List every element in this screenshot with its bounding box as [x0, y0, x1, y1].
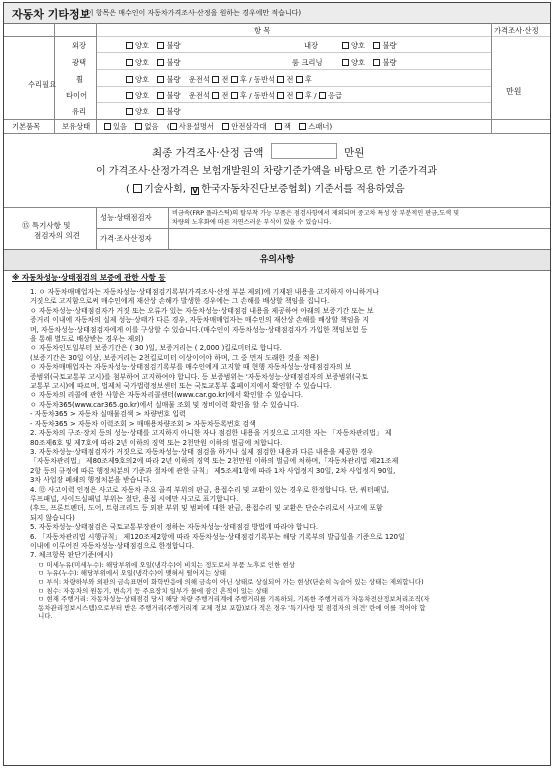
- notice-line: ㅇ 자동차의 리콜에 관한 사항은 자동차리콜센터(www.car.go.kr)에서 확인할 수 있습니다.: [30, 391, 304, 400]
- price-inspector-label: 가격·조사산정자: [100, 234, 152, 243]
- notice-line: 거짓으로 고지함으로써 매수인에게 재산상 손해가 발생한 경우에는 그 손해를 배상할 책임을 집니다.: [30, 297, 330, 306]
- final-price-label: 최종 가격조사·산정 금액: [152, 147, 264, 159]
- notice-body: [30, 288, 548, 621]
- gloss-good-checkbox[interactable]: [126, 59, 133, 66]
- manual-checkbox[interactable]: [170, 123, 177, 130]
- criteria-item: 동차관리정보시스템)으로부터 받은 주행거리(주행거리계 교체 정보 포함)보다 적은 경우 '특기사항 및 점검자의 의견' 란에 이를 적어야 합: [38, 603, 426, 612]
- tire-driver-front-checkbox[interactable]: [212, 92, 219, 99]
- notice-line: 「자동차관리법」 제80조제9호의2에 따라 2년 이하의 징역 또는 2천만원 이하의 벌금에 처하며,「자동차관리법 제21조제: [30, 457, 399, 466]
- notice-title: 유의사항: [4, 249, 550, 271]
- possession-label: 보유상태: [62, 122, 91, 131]
- divider: [96, 69, 491, 70]
- vehicle-other-info-form: 자동차 기타정보 (이 항목은 매수인이 자동차가격조사·산정을 원하는 경우에만 적습니다) 항 목 가격조사·산정 수리필요 만원 외장 양호 불량 내장 양호 불량 광택 양호 불량 룸 크리닝 양호 불량 휠 양호 불량 운전석 전 후 / 동반석 전 후 타이어 양호 불량 운전석 전 후 / 동반석 전 후 / 응급 유리 양호 불량 기본품목 보유상태 있음 없음 ( 사용설명서 안전삼각대 잭 스패너) 최종 가격조사·산정 금액 만원 이 가격조사·산정가격은 보험개발원의 차량기준가액을 바탕으로 한 기준가격과 ( 기술사회, V 한국자동차진단보증협회) 기준서를 적용하였음 ⑮ 특기사항 및 점검자의 의견 성능·상태점검자 비금속(FRP 플라스틱)의 탈부착 가능 부품은 점검사항에서 제외되며 중고차 특성 상 부분적인 판금,도색 및 차량의 노후화에 따른 자연스러운 부식이 있을 수 있습니다. 가격·조사산정자 유의사항 ※ 자동차성능·상태점검의 보증에 관한 사항 등 1. ㅇ 자동차매매업자는 자동차성능·상태점검기록부(가격조사·산정 부분 제외)에 기재된 내용을 고지하지 아니하거나 거짓으로 고지함으로써 매수인에게 재산상 손해가 발생한 경우에는 그 손해를 배상할 책임을 집니다. ㅇ 자동차성능·상태점검자가 거짓 또는 오류가 있는 자동차성능·상태점검 내용을 제공하여 아래의 보증기간 또는 보 증거리 이내에 자동차의 실제 성능·상태가 다른 경우, 자동차매매업자는 매수인의 재산상 손해를 배상할 책임을 지 며, 자동차성능·상태점검자에게 이를 구상할 수 있습니다.(매수인이 자동차성능·상태점검자가 가입한 책임보험 등 을 통해 별도로 배상받는 경우는 제외) ㅇ 자동차인도일부터 보증기간은 ( 30 )일, 보증거리는 ( 2,000 )킬로미터로 합니다. (보증기간은 30일 이상, 보증거리는 2천킬로미터 이상이어야 하며, 그 중 먼저 도래한 것을 적용) ㅇ 자동차매매업자는 자동차성능·상태점검기록부를 매수인에게 고지할 때 현행 자동차성능·상태점검자의 보 증범위(국토교통부 고시)를 첨부하여 고지하여야 합니다. 등 보증범위는 '자동차성능·상태점검자의 보증범위(국토 교통부 고시)에 따르며, 법제처 국가법령정보센터 또는 국토교통부 홈페이지에서 확인할 수 있습니다. ㅇ 자동차의 리콜에 관한 사항은 자동차리콜센터(www.car.go.kr)에서 확인할 수 있습니다. ㅇ 자동차365(www.car365.go.kr)에서 실매물 조회 및 정비이력 확인을 할 수 있습니다. - 자동차365 > 자동차 실매물검색 > 차량번호 입력 - 자동차365 > 자동차 이력조회 > 매매용차량조회 > 자동차등록번호 검색 2. 자동차의 구조·장치 등의 성능·상태를 고지하지 아니한 자나 점검한 내용을 거짓으로 고지한 자는 「자동차관리법」 제 80조제6호 및 제7호에 따라 2년 이하의 징역 또는 2천만원 이하의 벌금에 처합니다. 3. 자동차성능·상태점검자가 거짓으로 자동차성능·상태 점검을 하거나 실제 점검한 내용과 다른 내용을 제공한 경우 「자동차관리법」 제80조제9호의2에 따라 2년 이하의 징역 또는 2천만원 이하의 벌금에 처하며,「자동차관리법 제21조제 2항 등의 규정에 따른 행정처분의 기준과 절차에 관한 규칙」 제5조제1항에 따라 1차 사업정지 30일, 2차 사업정지 90일, 3차 사업장 폐쇄의 행정처분을 받습니다. 4. ⑫ 사고이력 인정은 사고로 자동차 주요 골격 부위의 판금, 용접수리 및 교환이 있는 경우로 한정합니다. 단, 쿼터패널, 루프패널, 사이드실패널 부위는 절단, 용접 시에만 사고로 표기합니다. (후드, 프론트펜더, 도어, 트렁크리드 등 외판 부위 및 범퍼에 대한 판금, 용접수리 및 교환은 단순수리로서 사고에 포함 되지 않습니다) 5. 자동차성능·상태점검은 국토교통부장관이 정하는 자동차성능·상태점검 방법에 따라야 합니다. 6. 「자동차관리법 시행규칙」 제120조제2항에 따라 자동차성능·상태점검기록부는 해당 기록부의 발급일을 기준으로 120일 이내에 이루어진 자동차성능·상태점검으로 한정합니다. 7. 체크항목 판단기준(예시) ㅁ 미세누유(미세누수): 해당부위에 오일(냉각수)이 비치는 정도로서 부품 노후로 인한 현상 ㅁ 누유(누수): 해당부위에서 오일(냉각수)이 맺혀서 떨어지는 상태 ㅁ 부식: 차량하부와 외판의 금속표면이 화학반응에 의해 금속이 아닌 상태로 상실되어 가는 현상(단순히 녹슬어 있는 상태는 제외합니다) ㅁ 침수: 자동차의 원동기, 변속기 등 주요장치 일부가 물에 잠긴 흔적이 있는 상태 ㅁ 현재 주행거리: 자동차성능·상태점검 당시 해당 차량 주행거리계에 주행거리를 기록하되, 기록한 주행거리가 자동차전산정보처리조직(자 동차관리정보시스템)으로부터 받은 주행거리(주행거리계 교체 정보 포함)보다 적은 경우 '특기사항 및 점검자의 의견' 란에 이를 적어야 합 니다.: [3, 2, 551, 766]
- interior-bad-checkbox[interactable]: [373, 42, 380, 49]
- divider: [4, 133, 550, 134]
- notice-line: ㅇ 자동차성능·상태점검자가 거짓 또는 오류가 있는 자동차성능·상태점검 내용을 제공하여 아래의 보증기간 또는 보: [30, 306, 374, 315]
- inspector-note-1: 비금속(FRP 플라스틱)의 탈부착 가능 부품은 점검사항에서 제외되며 중고차 특성 상 부분적인 판금,도색 및: [172, 210, 460, 217]
- notice-line: 1. ㅇ 자동차매매업자는 자동차성능·상태점검기록부(가격조사·산정 부분 제외)에 기재된 내용을 고지하지 아니하거나: [30, 288, 379, 296]
- notice-line: 7. 체크항목 판단기준(예시): [30, 551, 113, 560]
- inspector-note-2: 차량의 노후화에 따른 자연스러운 부식이 있을 수 있습니다.: [172, 219, 332, 226]
- notice-line: 3차 사업장 폐쇄의 행정처분을 받습니다.: [30, 476, 152, 485]
- notice-line: (보증기간은 30일 이상, 보증거리는 2천킬로미터 이상이어야 하며, 그 중 먼저 도래한 것을 적용): [30, 353, 319, 362]
- glass-bad-checkbox[interactable]: [157, 108, 164, 115]
- jack-checkbox[interactable]: [275, 123, 282, 130]
- divider: [491, 23, 492, 133]
- wheel-bad-checkbox[interactable]: [157, 76, 164, 83]
- final-price-row: [152, 143, 364, 160]
- spanner-checkbox[interactable]: [299, 123, 306, 130]
- repair-label: 수리필요: [28, 80, 57, 89]
- divider: [4, 207, 550, 208]
- divider: [96, 52, 491, 53]
- divider: [96, 86, 491, 87]
- none-checkbox[interactable]: [135, 123, 142, 130]
- tire-passenger-rear-checkbox[interactable]: [296, 92, 303, 99]
- divider: [96, 207, 97, 249]
- notice-line: 6. 「자동차관리법 시행규칙」 제120조제2항에 따라 자동차성능·상태점검기록부는 해당 기록부의 발급일을 기준으로 120일: [30, 532, 405, 541]
- notice-line: 4. ⑫ 사고이력 인정은 사고로 자동차 주요 골격 부위의 판금, 용접수리 및 교환이 있는 경우로 한정합니다. 단, 쿼터패널,: [30, 485, 389, 494]
- tire-bad-checkbox[interactable]: [157, 92, 164, 99]
- room-cleaning-bad-checkbox[interactable]: [373, 59, 380, 66]
- glass-label: 유리: [72, 107, 87, 116]
- gloss-bad-checkbox[interactable]: [157, 59, 164, 66]
- notice-line: 이내에 이루어진 자동차성능·상태점검으로 한정합니다.: [30, 541, 195, 550]
- tire-label: 타이어: [66, 91, 88, 100]
- divider: [96, 102, 491, 103]
- tire-passenger-front-checkbox[interactable]: [277, 92, 284, 99]
- divider: [96, 23, 97, 133]
- notice-line: 을 통해 별도로 배상받는 경우는 제외): [30, 335, 144, 344]
- wheel-good-checkbox[interactable]: [126, 76, 133, 83]
- notice-line: 3. 자동차성능·상태점검자가 거짓으로 자동차성능·상태 점검을 하거나 실제 점검한 내용과 다른 내용을 제공한 경우: [30, 447, 374, 456]
- wheel-passenger-front-checkbox[interactable]: [277, 76, 284, 83]
- notice-line: 증거리 이내에 자동차의 실제 성능·상태가 다른 경우, 자동차매매업자는 매수인의 재산상 손해를 배상할 책임을 지: [30, 316, 370, 325]
- criteria-item: ㅁ 미세누유(미세누수): 해당부위에 오일(냉각수)이 비치는 정도로서 부품 노후로 인한 현상: [38, 560, 295, 569]
- final-price-unit: 만원: [344, 147, 365, 159]
- wheel-driver-rear-checkbox[interactable]: [231, 76, 238, 83]
- notice-line: (후드, 프론트펜더, 도어, 트렁크리드 등 외판 부위 및 범퍼에 대한 판금, 용접수리 및 교환은 단순수리로서 사고에 포함: [30, 504, 383, 513]
- notice-line: 루프패널, 사이드실패널 부위는 절단, 용접 시에만 사고로 표기합니다.: [30, 494, 239, 503]
- special-label-2: 점검자의 의견: [34, 231, 80, 240]
- tire-emergency-checkbox[interactable]: [319, 92, 326, 99]
- notice-line: 증범위(국토교통부 고시)를 첨부하여 고지하여야 합니다. 등 보증범위는 '자동차성능·상태점검자의 보증범위(국토: [30, 372, 369, 381]
- basis-line-2: ( 기술사회, V 한국자동차진단보증협회) 기준서를 적용하였음: [126, 184, 405, 195]
- notice-line: 며, 자동차성능·상태점검자에게 이를 구상할 수 있습니다.(매수인이 자동차성능·상태점검자가 가입한 책임보험 등: [30, 325, 368, 334]
- criteria-item: ㅁ 누유(누수): 해당부위에서 오일(냉각수)이 맺혀서 떨어지는 상태: [38, 569, 226, 578]
- notice-line: ㅇ 자동차인도일부터 보증기간은 ( 30 )일, 보증거리는 ( 2,000 )킬로미터로 합니다.: [30, 344, 282, 353]
- notice-line: 80조제6호 및 제7호에 따라 2년 이하의 징역 또는 2천만원 이하의 벌금에 처합니다.: [30, 438, 283, 447]
- triangle-checkbox[interactable]: [222, 123, 229, 130]
- notice-line: - 자동차365 > 자동차 실매물검색 > 차량번호 입력: [30, 410, 186, 419]
- basis-line-1: 이 가격조사·산정가격은 보험개발원의 차량기준가액을 바탕으로 한 기준가격과: [96, 166, 438, 177]
- divider: [96, 36, 550, 37]
- interior-label: 내장: [304, 41, 319, 50]
- divider: [168, 207, 169, 249]
- interior-good-checkbox[interactable]: [342, 42, 349, 49]
- price-unit: 만원: [506, 87, 522, 96]
- notice-line: ㅇ 자동차365(www.car365.go.kr)에서 실매물 조회 및 정비이력 확인을 할 수 있습니다.: [30, 400, 299, 409]
- basic-items-label: 기본품목: [12, 122, 41, 131]
- wheel-passenger-rear-checkbox[interactable]: [296, 76, 303, 83]
- room-cleaning-label: 룸 크리닝: [292, 58, 323, 67]
- col-price-header: 가격조사·산정: [494, 26, 539, 35]
- special-label-1: ⑮ 특기사항 및: [22, 221, 71, 230]
- notice-line: 교통부 고시)에 따르며, 법제처 국가법령정보센터 또는 국토교통부 홈페이지에서 확인할 수 있습니다.: [30, 382, 332, 391]
- criteria-list: [30, 561, 548, 621]
- wheel-driver-front-checkbox[interactable]: [212, 76, 219, 83]
- notice-line: 되지 않습니다): [30, 513, 75, 522]
- final-price-input[interactable]: [271, 143, 337, 159]
- exterior-bad-checkbox[interactable]: [157, 42, 164, 49]
- gloss-label: 광택: [72, 58, 87, 67]
- notice-line: 2. 자동차의 구조·장치 등의 성능·상태를 고지하지 아니한 자나 점검한 내용을 거짓으로 고지한 자는 「자동차관리법」 제: [30, 429, 392, 438]
- notice-line: ㅇ 자동차매매업자는 자동차성능·상태점검기록부를 매수인에게 고지할 때 현행 자동차성능·상태점검자의 보: [30, 363, 352, 372]
- criteria-item: ㅁ 침수: 자동차의 원동기, 변속기 등 주요장치 일부가 물에 잠긴 흔적이 있는 상태: [38, 586, 268, 595]
- criteria-item: ㅁ 부식: 차량하부와 외판의 금속표면이 화학반응에 의해 금속이 아닌 상태로 상실되어 가는 현상(단순히 녹슬어 있는 상태는 제외합니다): [38, 577, 424, 586]
- section-header: [4, 3, 550, 24]
- divider: [54, 23, 55, 133]
- room-cleaning-good-checkbox[interactable]: [342, 59, 349, 66]
- glass-good-checkbox[interactable]: [126, 108, 133, 115]
- exterior-good-checkbox[interactable]: [126, 42, 133, 49]
- tire-good-checkbox[interactable]: [126, 92, 133, 99]
- section-note: (이 항목은 매수인이 자동차가격조사·산정을 원하는 경우에만 적습니다): [84, 9, 302, 17]
- kadia-checkbox-checked[interactable]: V: [192, 187, 198, 195]
- col-item-header: 항 목: [254, 26, 271, 35]
- section-title: 자동차 기타정보: [12, 8, 91, 21]
- inspector-label: 성능·상태점검자: [100, 213, 152, 222]
- exterior-label: 외장: [72, 41, 87, 50]
- technician-society-checkbox[interactable]: [133, 184, 142, 193]
- criteria-item: ㅁ 현재 주행거리: 자동차성능·상태점검 당시 해당 차량 주행거리계에 주행거리를 기록하되, 기록한 주행거리가 자동차전산정보처리조직(자: [38, 595, 430, 604]
- notice-line: - 자동차365 > 자동차 이력조회 > 매매용차량조회 > 자동차등록번호 검색: [30, 419, 256, 428]
- wheel-label: 휠: [76, 75, 84, 84]
- criteria-item: 니다.: [38, 612, 53, 621]
- notice-line: 2항 등의 규정에 따른 행정처분의 기준과 절차에 관한 규칙」 제5조제1항에 따라 1차 사업정지 30일, 2차 사업정지 90일,: [30, 466, 396, 475]
- have-checkbox[interactable]: [104, 123, 111, 130]
- notice-line: 5. 자동차성능·상태점검은 국토교통부장관이 정하는 자동차성능·상태점검 방법에 따라야 합니다.: [30, 523, 319, 532]
- divider: [96, 228, 550, 229]
- tire-driver-rear-checkbox[interactable]: [231, 92, 238, 99]
- divider: [4, 119, 550, 120]
- notice-section-title: ※ 자동차성능·상태점검의 보증에 관한 사항 등: [12, 273, 166, 282]
